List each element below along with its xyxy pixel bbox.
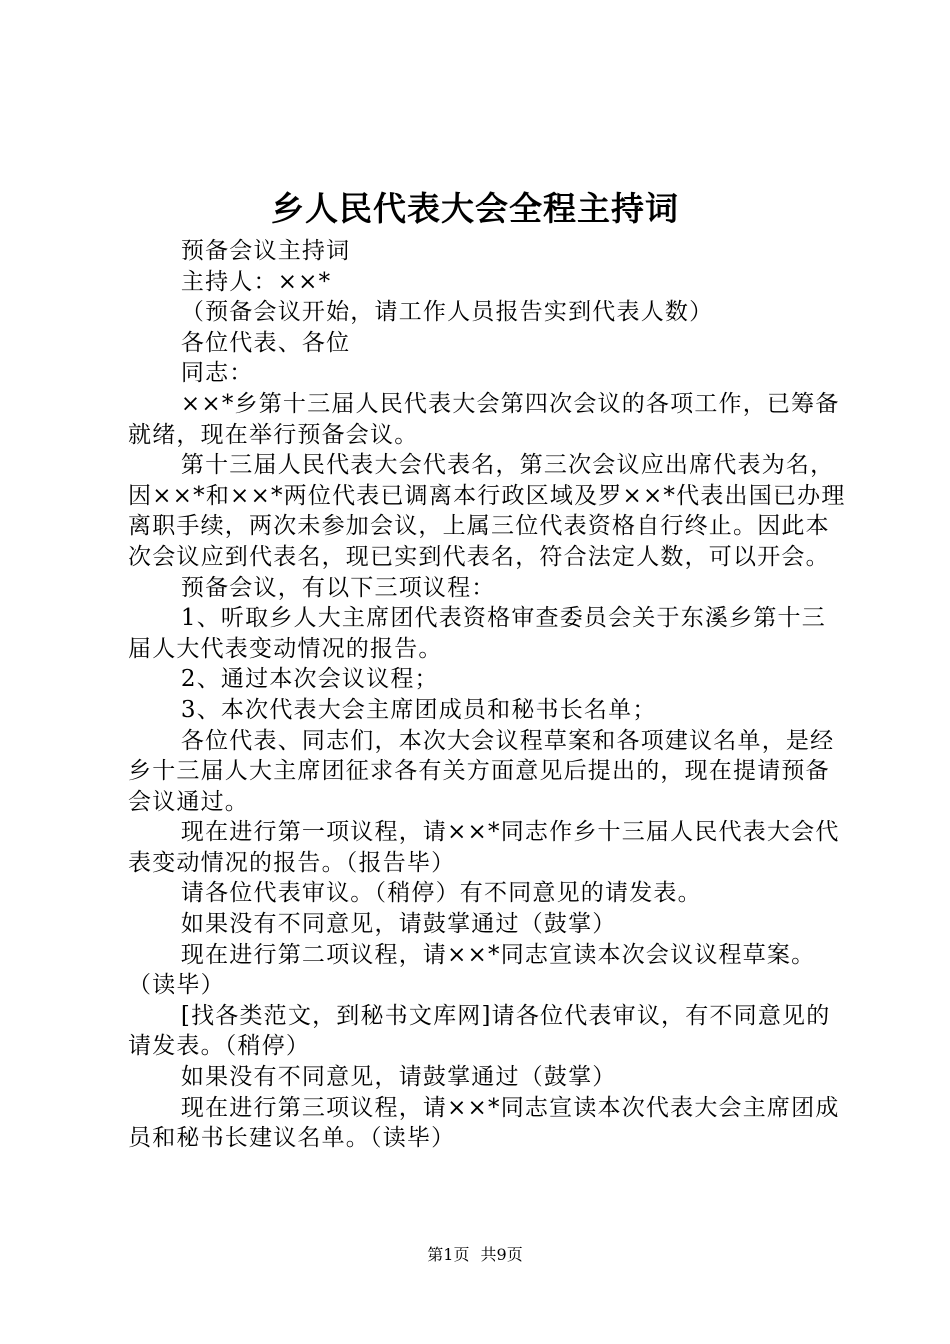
paragraph: 第十三届人民代表大会代表名，第三次会议应出席代表为名，因××*和××*两位代表已调离本行政区域及罗××*代表出国已办理离职手续，两次未参加会议，上属三位代表资格自行终止。因此本次会议应到代表名，现已实到代表名，符合法定人数，可以开会。 <box>128 452 846 570</box>
paragraph: 现在进行第二项议程，请××*同志宣读本次会议议程草案。（读毕） <box>128 941 816 999</box>
page-number: 第1页 <box>427 1245 470 1264</box>
paragraph: 请各位代表审议。（稍停）有不同意见的请发表。 <box>180 880 702 907</box>
paragraph: 现在进行第一项议程，请××*同志作乡十三届人民代表大会代表变动情况的报告。（报告毕） <box>128 819 840 876</box>
paragraph: 如果没有不同意见，请鼓掌通过（鼓掌） <box>180 1064 617 1091</box>
page-total: 共9页 <box>480 1245 523 1264</box>
paragraph: 2、通过本次会议议程； <box>180 666 439 693</box>
paragraph: 如果没有不同意见，请鼓掌通过（鼓掌） <box>180 911 617 938</box>
document-body <box>128 236 848 1154</box>
paragraph: 现在进行第三项议程，请××*同志宣读本次代表大会主席团成员和秘书长建议名单。（读毕） <box>128 1094 840 1152</box>
paragraph: 预备会议，有以下三项议程： <box>180 574 496 601</box>
paragraph: 同志： <box>180 360 254 387</box>
paragraph: 各位代表、同志们，本次大会议程草案和各项建议名单，是经乡十三届人大主席团征求各有关方面意见后提出的，现在提请预备会议通过。 <box>128 727 835 815</box>
document-title: 乡人民代表大会全程主持词 <box>271 189 679 228</box>
page-footer <box>0 1244 950 1266</box>
paragraph: 主持人：××* <box>180 268 332 295</box>
paragraph: 1、听取乡人大主席团代表资格审查委员会关于东溪乡第十三届人大代表变动情况的报告。 <box>128 605 826 662</box>
paragraph: [找各类范文，到秘书文库网]请各位代表审议，有不同意见的请发表。（稍停） <box>128 1002 831 1060</box>
paragraph: ××*乡第十三届人民代表大会第四次会议的各项工作，已筹备就绪，现在举行预备会议。 <box>128 390 840 448</box>
paragraph: （预备会议开始，请工作人员报告实到代表人数） <box>180 299 714 326</box>
paragraph: 预备会议主持词 <box>180 238 351 264</box>
paragraph: 3、本次代表大会主席团成员和秘书长名单； <box>180 696 657 723</box>
paragraph: 各位代表、各位 <box>180 329 351 356</box>
